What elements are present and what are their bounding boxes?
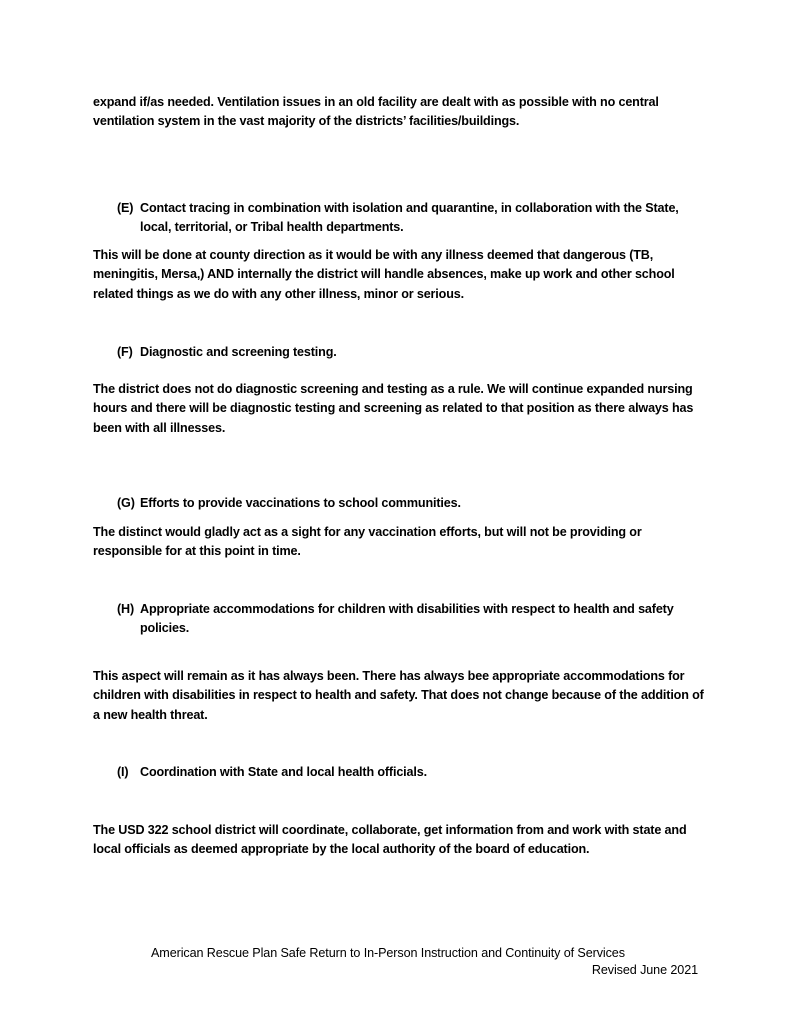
section-f-label: (F) — [117, 345, 133, 359]
section-g-label: (G) — [117, 496, 135, 510]
section-g-heading-text: Efforts to provide vaccinations to school communities. — [140, 496, 461, 510]
section-i-body: The USD 322 school district will coordinate, collaborate, get information from and work with state and local officials as deemed appropriate by the local authority of the board of education. — [93, 823, 687, 857]
footer-title: American Rescue Plan Safe Return to In-Person Instruction and Continuity of Services — [151, 946, 625, 960]
section-h-body: This aspect will remain as it has always been. There has always bee appropriate accommodations for children with disabilities in respect to health and safety. That does not change because of the addition of a new health threat. — [93, 669, 704, 722]
section-i-label: (I) — [117, 765, 129, 779]
section-h-heading-text: Appropriate accommodations for children with disabilities with respect to health and safety policies. — [140, 602, 674, 636]
section-e-label: (E) — [117, 201, 134, 215]
section-e-heading — [117, 199, 705, 238]
section-g-heading — [117, 494, 705, 513]
footer-revision: Revised June 2021 — [591, 963, 698, 977]
section-f-heading-text: Diagnostic and screening testing. — [140, 345, 337, 359]
section-h-heading — [117, 600, 705, 639]
section-g-body: The distinct would gladly act as a sight for any vaccination efforts, but will not be providing or responsible for at this point in time. — [93, 525, 642, 559]
section-f-body: The district does not do diagnostic screening and testing as a rule. We will continue expanded nursing hours and there will be diagnostic testing and screening as related to that position as there always has been with all illnesses. — [93, 382, 694, 435]
section-e-body: This will be done at county direction as it would be with any illness deemed that dangerous (TB, meningitis, Mersa,) AND internally the district will handle absences, make up work and other school related things as we do with any other illness, minor or serious. — [93, 248, 675, 301]
section-e-heading-text: Contact tracing in combination with isolation and quarantine, in collaboration with the State, local, territorial, or Tribal health departments. — [140, 201, 679, 235]
section-i-heading — [117, 763, 705, 782]
section-i-heading-text: Coordination with State and local health officials. — [140, 765, 427, 779]
section-f-heading — [117, 343, 705, 362]
section-h-label: (H) — [117, 602, 135, 616]
intro-paragraph: expand if/as needed. Ventilation issues in an old facility are dealt with as possible with no central ventilation system in the vast majority of the districts’ facilities/buildings. — [93, 95, 659, 129]
